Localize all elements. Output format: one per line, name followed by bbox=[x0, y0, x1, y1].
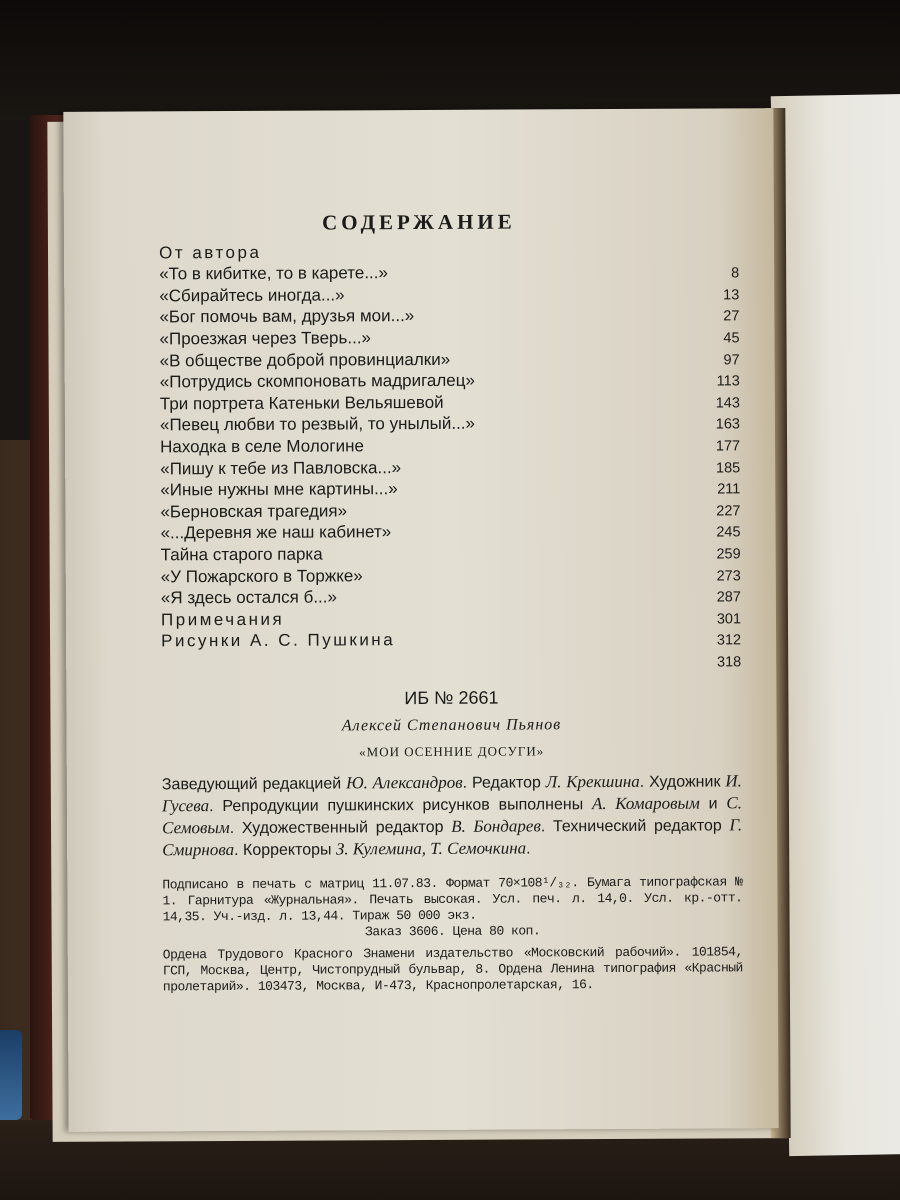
table-of-contents bbox=[159, 238, 741, 673]
book-title: «МОИ ОСЕННИЕ ДОСУГИ» bbox=[359, 743, 545, 760]
credits-name: Г. Смирнова bbox=[162, 815, 743, 860]
toc-entry-page: 143 bbox=[715, 395, 740, 412]
toc-entry-page: 318 bbox=[716, 654, 742, 671]
publisher-info: Ордена Трудового Красного Знамени издательство «Московский рабочий». 101854, ГСП, Москва, Центр, Чистопрудный бульвар, 8. Ордена Ленина типография «Красный пролетарий». 103473, Москва, И-473, Краснопролетарская, 16. bbox=[162, 944, 743, 995]
toc-entry-page: 185 bbox=[715, 459, 741, 476]
printing-details bbox=[162, 874, 742, 941]
toc-entry-title: От автора bbox=[159, 242, 262, 262]
toc-entry-page: 259 bbox=[716, 546, 741, 563]
toc-entry-title: Рисунки А. С. Пушкина bbox=[161, 630, 396, 651]
toc-entry-title: «...Деревня же наш кабинет» bbox=[160, 522, 392, 543]
toc-entry-page: 177 bbox=[715, 438, 741, 455]
toc-entry bbox=[161, 562, 741, 587]
toc-entry bbox=[160, 346, 740, 371]
print-info-text: Подписано в печать с матриц 11.07.83. Формат 70×108¹/₃₂. Бумага типографская № 1. Гарнитура «Журнальная». Печать высокая. Усл. печ. л. 14,0. Усл. кр.-отт. 14,35. Уч.-изд. л. 13,44. Тираж 50 000 экз. bbox=[162, 874, 743, 925]
toc-entry bbox=[159, 325, 739, 350]
toc-entry bbox=[159, 282, 739, 307]
credits-text: . Технический редактор bbox=[540, 817, 730, 836]
ib-number: ИБ № 2661 bbox=[404, 687, 499, 709]
toc-entry-title: Примечания bbox=[160, 609, 285, 630]
toc-entry bbox=[160, 411, 740, 436]
toc-entry bbox=[160, 476, 740, 501]
toc-entry bbox=[159, 238, 739, 263]
credits-name: И. Гусева bbox=[161, 771, 742, 816]
toc-entry bbox=[160, 497, 740, 522]
toc-entry bbox=[161, 541, 741, 566]
toc-entry bbox=[160, 519, 740, 544]
toc-entry-page: 273 bbox=[716, 567, 741, 584]
toc-entry-page: 211 bbox=[717, 481, 741, 498]
toc-entry-title: «То в кибитке, то в карете...» bbox=[159, 263, 388, 284]
toc-entry-page: 97 bbox=[723, 351, 740, 368]
toc-entry-title: Тайна старого парка bbox=[160, 544, 323, 565]
credits-name: А. Комаровым bbox=[591, 793, 700, 814]
contents-page bbox=[63, 108, 778, 1132]
toc-entry-page: 13 bbox=[723, 287, 740, 304]
toc-entry bbox=[161, 584, 741, 609]
toc-entry-title: «Проезжая через Тверь...» bbox=[159, 328, 372, 349]
credits-text: . Редактор bbox=[462, 774, 546, 792]
toc-entry-title: «Потрудись скомпоновать мадригалец» bbox=[159, 370, 475, 392]
toc-entry-title: Находка в селе Мологине bbox=[160, 436, 364, 457]
toc-entry-page: 227 bbox=[716, 503, 741, 520]
toc-entry-page: 312 bbox=[716, 632, 742, 649]
credits-text: и bbox=[699, 795, 727, 813]
toc-entry bbox=[159, 260, 739, 285]
toc-entry-title: «Певец любви то резвый, то унылый...» bbox=[159, 414, 476, 435]
toc-entry-page: 8 bbox=[731, 265, 740, 282]
toc-entry-page: 45 bbox=[723, 330, 740, 347]
toc-entry bbox=[160, 368, 740, 393]
toc-entry bbox=[161, 605, 741, 630]
toc-entry bbox=[160, 454, 740, 479]
credits-text: . Репродукции пушкинских рисунков выполнены bbox=[209, 796, 593, 816]
toc-entry-page: 163 bbox=[715, 416, 741, 433]
toc-entry-page: 245 bbox=[716, 524, 741, 541]
credits-name: Л. Крекшина bbox=[545, 771, 640, 792]
toc-entry bbox=[161, 649, 741, 674]
toc-entry-page: 287 bbox=[716, 589, 741, 606]
toc-entry-page: 113 bbox=[716, 373, 740, 390]
toc-entry-title: «Пишу к тебе из Павловска...» bbox=[160, 457, 402, 478]
toc-entry bbox=[160, 433, 740, 458]
toc-entry bbox=[160, 389, 740, 414]
toc-entry-title: «У Пожарского в Торжке» bbox=[160, 565, 363, 586]
credits-name: Ю. Александров bbox=[346, 772, 463, 793]
toc-entry-title: «Бог помочь вам, друзья мои...» bbox=[159, 306, 415, 327]
toc-entry bbox=[159, 303, 739, 328]
credits-text: . Корректоры bbox=[234, 841, 337, 859]
editorial-credits bbox=[162, 770, 742, 861]
toc-entry-title: «Иные нужны мне картины...» bbox=[160, 479, 398, 500]
toc-entry-title: «Сбирайтесь иногда...» bbox=[159, 285, 345, 306]
dark-background bbox=[0, 0, 900, 120]
credits-text: . Художник bbox=[639, 773, 726, 791]
credits-name: З. Кулемина, Т. Семочкина bbox=[335, 838, 527, 859]
toc-entry-page: 27 bbox=[723, 308, 740, 325]
credits-name: В. Бондарев bbox=[451, 816, 541, 836]
credits-text: . Художественный редактор bbox=[229, 818, 452, 838]
toc-entry-title: Три портрета Катеньки Вельяшевой bbox=[159, 392, 444, 414]
toc-entry-title: «Берновская трагедия» bbox=[160, 501, 348, 522]
toc-entry bbox=[161, 627, 741, 652]
toc-entry-page: 301 bbox=[716, 611, 742, 628]
credits-text: . bbox=[526, 840, 531, 858]
credits-text: Заведующий редакцией bbox=[161, 775, 347, 794]
toc-entry-title: «В обществе доброй провинциалки» bbox=[159, 349, 451, 370]
credits-name: С. Семовым bbox=[162, 793, 742, 838]
order-and-price: Заказ 3606. Цена 80 коп. bbox=[364, 923, 541, 940]
toc-entry-title: «Я здесь остался б...» bbox=[160, 587, 337, 608]
facing-page bbox=[771, 94, 900, 1156]
contents-heading: СОДЕРЖАНИЕ bbox=[322, 209, 516, 235]
cover-spine-label bbox=[0, 1030, 22, 1120]
author-name: Алексей Степанович Пьянов bbox=[341, 716, 562, 735]
